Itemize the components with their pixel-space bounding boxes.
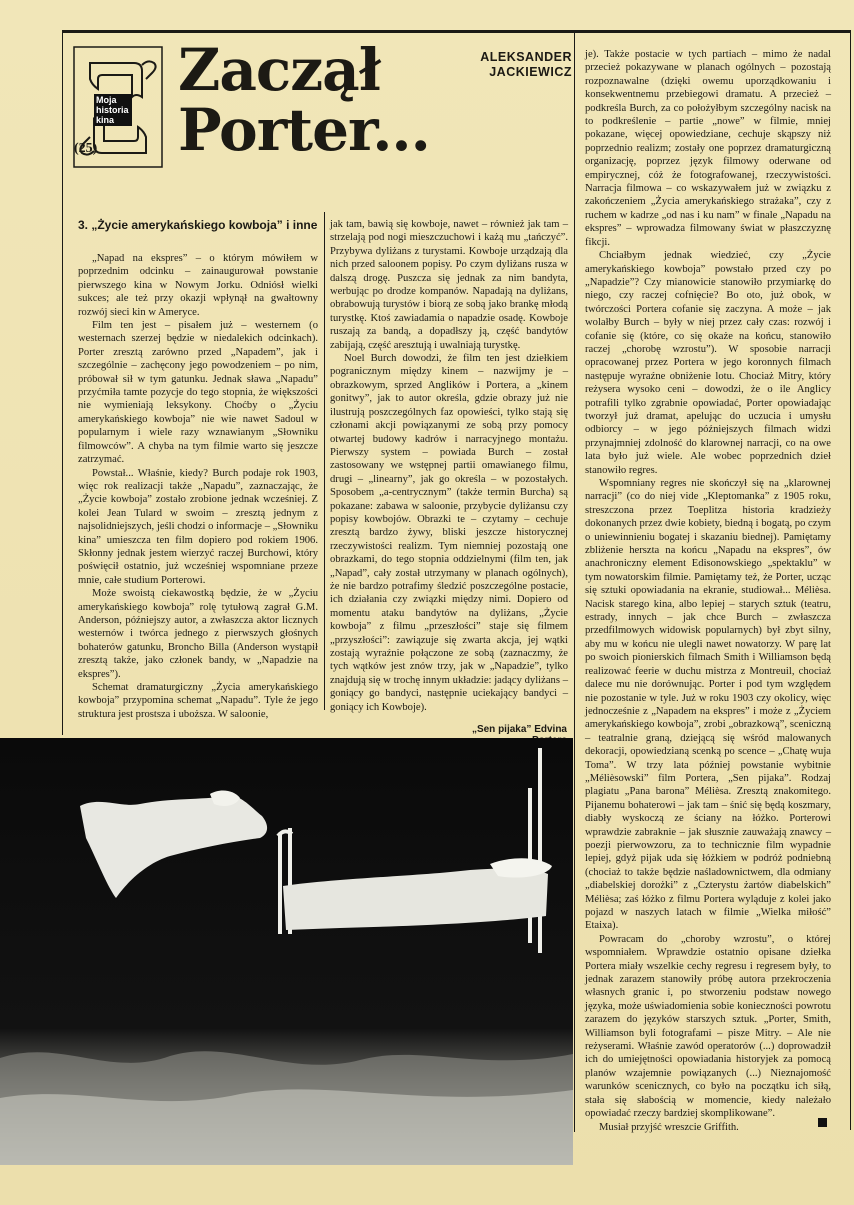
article-title — [178, 36, 438, 164]
film-still-photo — [0, 738, 573, 1165]
paragraph: Powstał... Właśnie, kiedy? Burch podaje rok 1903, więc rok realizacji także „Napadu”, zaznaczając, że „Życie kowboja” zostało zrobione jednak wcześniej. Z kolei Jean Tulard w swoim – zresztą jednym z najsolidniejszych, jeśli chodzi o informacje – „Słowniku kina” umieszcza ten film dopiero pod rokiem 1906. Skłonny jednak jestem wierzyć raczej Burchowi, który poświęcił ostatnio, już wcześniej wspomniane przeze mnie, całe studium Porterowi. — [78, 467, 318, 586]
photo-caption: „Sen pijaka” Edvina — [471, 724, 567, 735]
author-first-name: ALEKSANDER — [480, 50, 572, 64]
column-rule-middle — [324, 212, 325, 710]
paragraph: Schemat dramaturgiczny „Życia amerykańskiego kowboja” przypomina schemat „Napadu”. Tyle że jego struktura jest prostsza i uboższa. W saloonie, — [78, 682, 318, 720]
paragraph: Chciałbym jednak wiedzieć, czy „Życie amerykańskiego kowboja” powstało przed czy po „Napadzie”? Czy mianowicie stanowiło przymiarkę do niego, czy raczej cofnięcie? Bo oto, już obok, w twórczości Portera cofanie się zaczyna. A może – jak wolałby Burch – były w niej przez cały czas: rozwój i cofanie się (które, co się okaże na końcu, stanowiło raczej „chorobę wzrostu”). W sposobie narracji opracowanej przez Portera w jego koronnych filmach następuje wyraźne obniżenie lotu. Chociaż Mitry, który reżysera wysoko ceni – dowodzi, że o ile Anglicy potrafili tylko zgrabnie opowiadać, Porter opowiadając tworzył już dramat, apelując do uczucia i umysłu odbiorcy – w jego późniejszych filmach widzi przynajmniej zdolność do klarownej narracji, co na owe lata było już wiele. Ale wobec poprzednich dzieł stanowiło regres. — [585, 250, 831, 476]
flying-bed-illustration — [0, 738, 573, 1165]
column-rule-left — [62, 30, 63, 735]
author-byline — [480, 50, 572, 80]
column-rule-outer — [850, 30, 851, 1130]
paragraph: jak tam, bawią się kowboje, nawet – również jak tam – strzelają pod nogi mieszczuchowi i każą mu „tańczyć”. Przybywa dyliżans z turystami. Kowboje urządzają dla nich przed saloonem popisy. Po czym dyliżans rusza w dalszą drogę. Puszcza się jednak za nim bandyta, werbując po drodze kompanów. Napadają na dyliżans, obrabowują turystów i biorą ze sobą jako brankę młodą turystkę. Ktoś zawiadamia o napadzie osadę. Kowboje ruszają za bandą, a dopadłszy ją, część bandytów zabijają, część aresztują i uwalniają turystkę. — [330, 219, 568, 351]
paragraph: Noel Burch dowodzi, że film ten jest dziełkiem pogranicznym między kinem – nazwijmy je – obrazkowym, sprzed Anglików i Portera, a „kinem gonitwy”, jak to autor określa, gdzie obrazy już nie ilustrują poszczególnych faz opowieści, tylko stają się członami akcji powiązanymi ze sobą przy pomocy otwartej budowy kadrów i narracyjnego montażu. Pierwszy system – powiada Burch – został zastosowany we wstępnej partii omawianego filmu, drugi – „linearny”, jak go określa – w pozostałych. Sposobem „a-centrycznym” (także termin Burcha) są pokazane: zabawa w saloonie, przybycie dyliżansu czy popisy kowbojów. Obrazki te – czytamy – cechuje zresztą bardzo żywy, bliski jeszcze historycznej rzeczywistości realizm. Tym niemniej pozostają one obrazkami, do tego stopnia oddzielnymi (film ten, jak „Napad”, cały został utrzymany w planach ogólnych), że nie bardzo potrafimy śledzić poszczególne postacie, ich działania czy związki między nimi. Dopiero od momentu ataku bandytów na dyliżans, „Życie kowboja” z filmu „przeszłości” staje się filmem „przyszłości”: zawiązuje się zwarta akcja, jej wątki zostają wyraźnie połączone ze sobą (zaznaczmy, że tych wątków jest znów trzy, jak w „Napadzie”, tylko znajdują się w trochę innym układzie: jadący dyliżans – goniący go bandyci, następnie uciekający bandyci – goniący ich Kowboje). — [330, 353, 568, 713]
author-last-name: JACKIEWICZ — [489, 65, 572, 79]
paragraph: Film ten jest – pisałem już – westernem (o westernach szerzej będzie w niedalekich odcinkach). Porter zresztą zarówno przed „Napadem”, jak i szczególnie – zachęcony jego powodzeniem – po nim, próbował sił w tym gatunku. Jednak sława „Napadu” przyćmiła tamte pozycje do tego stopnia, że większości nie wymieniają leksykony. Choćby o „Życiu amerykańskiego kowboja” nie wie nawet Sadoul w popularnym i wiele razy wznawianym „Słowniku filmowców”. A chyba na tym filmie warto się jeszcze zatrzymać. — [78, 320, 318, 466]
text-column-2 — [330, 218, 568, 714]
paragraph: „Napad na ekspres” – o którym mówiłem w poprzednim odcinku – zainaugurował powstanie pierwszego kina w Nowym Jorku. Odniósł wielki sukces; ale też przy okazji wpłynął na gwałtowny rozwój sieci kin w Ameryce. — [78, 253, 318, 318]
logo-label: Moja historia kina — [94, 94, 132, 126]
section-heading: 3. „Życie amerykańskiego kowboja” i inne — [78, 218, 318, 232]
title-line-1: Zaczął — [178, 36, 381, 104]
paragraph: Może swoistą ciekawostką będzie, że w „Życiu amerykańskiego kowboja” rolę tytułową zagrał G.M. Anderson, późniejszy autor, a zwłaszcza aktor licznych westernów i twórca jednego z pierwszych głośnych bohaterów gatunku, Broncho Billa (Anderson wystąpił zresztą także, jako członek bandy, w „Napadzie na ekspres”). — [78, 588, 318, 680]
column-rule-right — [574, 30, 575, 1132]
paragraph: Powracam do „choroby wzrostu”, o której wspomniałem. Wprawdzie ostatnio opisane dziełka Portera miały wszelkie cechy regresu i regresem były, to jednak zarazem stanowiły próbę autora przekroczenia własnych granic i, po stworzeniu podstaw nowego języka, może uświadomienia sobie konieczności powrotu zarazem do języków starszych sztuk. „Porter, Smith, Williamson byli fotografami – pisze Mitry. – Ale nie reżyserami. Właśnie zawód operatorów (...) doprowadził ich do umiejętności opowiadania historyjek za pomocą planów wzajemnie powiązanych (...) Nieznajomość warunków scenicznych, co było na początku ich siłą, stała się słabością w momencie, kiedy należało opowiadać rzeczy bardziej skomplikowane”. — [585, 933, 831, 1120]
title-line-2: Porter... — [178, 96, 430, 164]
paragraph: Musiał przyjść wreszcie Griffith. — [599, 1121, 739, 1133]
episode-number: (25) — [74, 141, 98, 156]
text-column-3 — [585, 48, 831, 1134]
top-rule — [62, 30, 850, 33]
paragraph: je). Także postacie w tych partiach – mimo że nadal przecież pokazywane w planach ogólnych – pozostają rozpoznawalne (dzięki owemu uporządkowaniu i konsekwentnemu przebiegowi dramatu. A przecież – podkreśla Burch, za co położyłbym szczególny nacisk na to podkreślenie – partie „nowe” w filmie, mniej pokazane, więcej opowiedziane, cechuje skąpszy niż poprzednio realizm; zostały one poprzez dramaturgiczną organizację, poprzez język filmowy oderwane od empirycznej, cóż że fotografowanej, rzeczywistości. Narracja filmowa – co wskazywałem już w związku z zakończeniem „Życia amerykańskiego strażaka”, czy z ruchem w kadrze „od nas i ku nam” w finale „Napadu na ekspres” – wprowadza filmowany świat w płaszczyznę fikcji. — [585, 49, 831, 248]
end-of-article-mark — [818, 1118, 827, 1127]
text-column-1 — [78, 252, 318, 721]
series-logo — [72, 45, 164, 169]
paragraph: Wspomniany regres nie skończył się na „klarownej narracji” (co do niej vide „Kleptomanka” z 1905 roku, streszczona przez Toeplitza historia kradzieży dokonanych przez dwie kobiety, biedną i bogatą, po czym o uniewinnieniu bogatej i skazaniu biednej). Pamiętamy zbliżenie herszta na końcu „Napadu na ekspres”, ów anachroniczny element Edisonowskiego „spektaklu” w tym nowatorskim filmie. Pamiętamy też, że Porter, ucząc się sztuki opowiadania na ekranie, studiował... Mélièsa. Nacisk starego kina, albo lepiej – starych sztuk (teatru, estrady, innych – jak chce Burch – zwłaszcza przedfilmowych widowisk popularnych) był zbyt silny, aby mu w końcu nie ulegli nawet nowatorzy. W parę lat po swoich pionierskich filmach Smith i Williamson będą realizować feerie w duchu mistrza z Montreuil, chociaż dalece mu nie dorównując. Porter i pod tym względem nie pozostanie w tyle. Już w roku 1903 czy okolicy, więc jednocześnie z „Napadem na ekspres” i może z „Życiem amerykańskiego kowboja”, zrobi „obrazkową”, sceniczną – teatralnie graną, dziejącą się wśród malowanych dekoracji, opowiedzianą scenką po scence – „Chatę wuja Toma”. W trzy lata później powstanie wybitnie „Mélièsowski” film Portera, „Sen pijaka”. Rodzaj plagiatu „Pana barona” Mélièsa. Zresztą znakomitego. Pijanemu bohaterowi – jak tam – śnić się będą koszmary, diabły wyskoczą ze ściany na łóżko. Porterowi wprawdzie zabraknie – jak słusznie zauważają znawcy – poezji pierwowzoru, za to technicznie film wypadnie lepiej, gdyż pijak uda się łóżkiem w podróż podniebną (chociaż to także będzie naśladownictwem, dla odmiany „diabelskiej dorożki” z „Czterystu żartów diabelskich” Mélièsa; zaś łóżko z filmu Portera wyląduje z kolei jako pojazd w naszych latach w filmie „Wielka miłość” Etaixa). — [585, 478, 831, 932]
